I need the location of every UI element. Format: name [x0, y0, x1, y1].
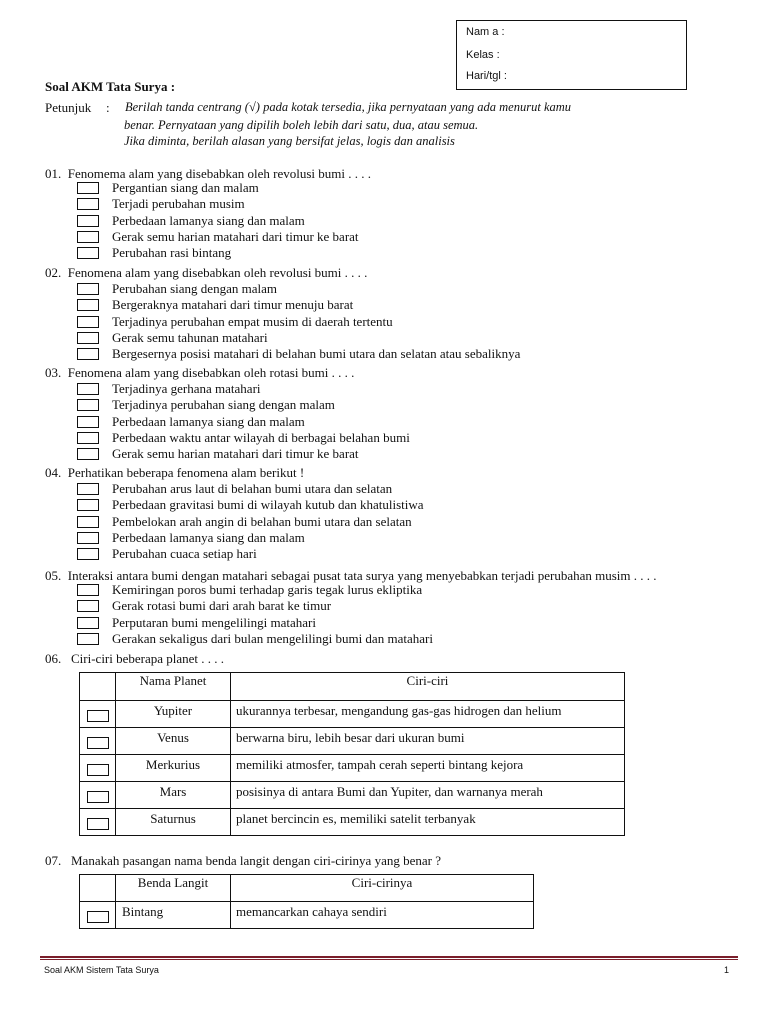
instructions-label: Petunjuk: [45, 100, 92, 115]
answer-checkbox[interactable]: [87, 791, 109, 803]
question-4: [45, 465, 304, 481]
question-text: Fenomena alam yang disebabkan oleh revolusi bumi . . . .: [67, 265, 368, 280]
table-header-object: Benda Langit: [116, 875, 231, 902]
table-row: [80, 902, 534, 929]
answer-checkbox[interactable]: [77, 416, 99, 428]
table-cell-checkbox: [80, 755, 116, 782]
question-3: [45, 365, 354, 381]
answer-option-label: Perbedaan lamanya siang dan malam: [112, 212, 305, 228]
answer-option-label: Gerakan sekaligus dari bulan mengelilingi bumi dan matahari: [112, 630, 433, 646]
answer-checkbox[interactable]: [77, 600, 99, 612]
question-number: 01.: [45, 166, 62, 181]
question-7: [45, 853, 441, 869]
table-cell-checkbox: [80, 701, 116, 728]
table-header-planet: Nama Planet: [116, 673, 231, 701]
answer-option-label: Perbedaan gravitasi bumi di wilayah kutub dan khatulistiwa: [112, 497, 424, 513]
table-row: [80, 755, 625, 782]
answer-checkbox[interactable]: [77, 215, 99, 227]
question-text: Interaksi antara bumi dengan matahari sebagai pusat tata surya yang menyebabkan terjadi perubahan musim . . . .: [67, 568, 657, 583]
table-cell-description: memancarkan cahaya sendiri: [231, 902, 534, 929]
answer-checkbox[interactable]: [77, 198, 99, 210]
question-number: 05.: [45, 568, 62, 583]
table-cell-name: Yupiter: [116, 701, 231, 728]
answer-checkbox[interactable]: [77, 448, 99, 460]
instructions-line-1: Berilah tanda centrang (√) pada kotak tersedia, jika pernyataan yang ada menurut kamu: [125, 100, 572, 114]
answer-option-label: Perputaran bumi mengelilingi matahari: [112, 614, 316, 630]
answer-checkbox[interactable]: [77, 247, 99, 259]
answer-checkbox[interactable]: [77, 584, 99, 596]
table-header-row: [80, 673, 625, 701]
answer-checkbox[interactable]: [77, 283, 99, 295]
question-number: 07.: [45, 853, 62, 868]
answer-option-label: Terjadinya gerhana matahari: [112, 381, 261, 396]
date-field-label: Hari/tgl :: [466, 70, 507, 82]
question-text: Fenomena alam yang disebabkan oleh rotasi bumi . . . .: [67, 365, 355, 380]
answer-checkbox[interactable]: [77, 383, 99, 395]
table-cell-name: Mars: [116, 782, 231, 809]
name-field-label: Nam a :: [466, 26, 505, 38]
answer-option-label: Perbedaan lamanya siang dan malam: [112, 413, 305, 429]
footer-rule: [40, 956, 738, 958]
question-text: Fenomema alam yang disebabkan oleh revolusi bumi . . . .: [67, 166, 372, 181]
answer-checkbox[interactable]: [87, 911, 109, 923]
answer-option-label: Bergesernya posisi matahari di belahan bumi utara dan selatan atau sebaliknya: [112, 346, 521, 362]
question-number: 06.: [45, 651, 62, 666]
answer-checkbox[interactable]: [77, 348, 99, 360]
question-text: Ciri-ciri beberapa planet . . . .: [71, 651, 225, 666]
answer-option-label: Perbedaan waktu antar wilayah di berbagai belahan bumi: [112, 429, 410, 445]
instructions-line-3: Jika diminta, berilah alasan yang bersifat jelas, logis dan analisis: [124, 134, 455, 148]
answer-option-label: Perubahan rasi bintang: [112, 245, 232, 261]
answer-checkbox[interactable]: [77, 231, 99, 243]
table-cell-checkbox: [80, 902, 116, 929]
page-title: Soal AKM Tata Surya :: [45, 79, 176, 94]
table-row: [80, 701, 625, 728]
question-6: [45, 651, 224, 667]
question-2: [45, 265, 367, 281]
table-cell-description: memiliki atmosfer, tampah cerah seperti bintang kejora: [231, 755, 625, 782]
answer-option-label: Pergantian siang dan malam: [112, 180, 259, 195]
question-number: 04.: [45, 465, 62, 480]
table-cell-checkbox: [80, 728, 116, 755]
answer-checkbox[interactable]: [87, 818, 109, 830]
question-number: 03.: [45, 365, 62, 380]
instructions-colon: :: [106, 100, 110, 115]
answer-option-label: Gerak semu harian matahari dari timur ke barat: [112, 228, 359, 244]
answer-checkbox[interactable]: [77, 432, 99, 444]
answer-option-label: Terjadi perubahan musim: [112, 196, 245, 212]
page-number: 1: [724, 965, 730, 975]
answer-option-label: Perubahan siang dengan malam: [112, 281, 277, 296]
answer-option-label: Gerak semu tahunan matahari: [112, 329, 268, 345]
table-cell-checkbox: [80, 782, 116, 809]
question-number: 02.: [45, 265, 62, 280]
answer-option-label: Perubahan arus laut di belahan bumi utara dan selatan: [112, 481, 393, 496]
answer-option-label: Perbedaan lamanya siang dan malam: [112, 529, 305, 545]
answer-checkbox[interactable]: [77, 617, 99, 629]
table-cell-description: posisinya di antara Bumi dan Yupiter, dan warnanya merah: [231, 782, 625, 809]
table-header-characteristics: Ciri-cirinya: [231, 875, 534, 902]
table-cell-description: planet bercincin es, memiliki satelit terbanyak: [231, 809, 625, 836]
answer-option-label: Perubahan cuaca setiap hari: [112, 546, 257, 562]
answer-checkbox[interactable]: [77, 633, 99, 645]
identity-box: [456, 20, 687, 90]
table-row: [80, 782, 625, 809]
table-header-characteristics: Ciri-ciri: [231, 673, 625, 701]
answer-option-label: Gerak semu harian matahari dari timur ke barat: [112, 446, 359, 462]
footer-rule-thin: [40, 959, 738, 960]
answer-option-label: Pembelokan arah angin di belahan bumi utara dan selatan: [112, 513, 412, 529]
answer-option-label: Kemiringan poros bumi terhadap garis tegak lurus ekliptika: [112, 582, 423, 597]
answer-checkbox[interactable]: [87, 764, 109, 776]
answer-option-label: Terjadinya perubahan empat musim di daerah tertentu: [112, 313, 393, 329]
question-text: Perhatikan beberapa fenomena alam berikut !: [67, 465, 305, 480]
answer-option-label: Bergeraknya matahari dari timur menuju barat: [112, 297, 354, 313]
table-header-row: [80, 875, 534, 902]
answer-checkbox[interactable]: [77, 299, 99, 311]
table-cell-name: Saturnus: [116, 809, 231, 836]
answer-checkbox[interactable]: [77, 182, 99, 194]
answer-checkbox[interactable]: [77, 399, 99, 411]
answer-option-label: Gerak rotasi bumi dari arah barat ke timur: [112, 598, 332, 614]
instructions-line-2: benar. Pernyataan yang dipilih boleh lebih dari satu, dua, atau semua.: [124, 118, 479, 132]
answer-checkbox[interactable]: [77, 483, 99, 495]
table-cell-checkbox: [80, 809, 116, 836]
question-text: Manakah pasangan nama benda langit dengan ciri-cirinya yang benar ?: [71, 853, 441, 868]
class-field-label: Kelas :: [466, 49, 500, 61]
answer-option-label: Terjadinya perubahan siang dengan malam: [112, 397, 335, 413]
table-cell-name: Bintang: [116, 902, 231, 929]
table-row: [80, 809, 625, 836]
answer-checkbox[interactable]: [77, 332, 99, 344]
answer-checkbox[interactable]: [77, 316, 99, 328]
table-row: [80, 728, 625, 755]
table-header-blank: [80, 875, 116, 902]
answer-checkbox[interactable]: [77, 532, 99, 544]
celestial-table: [79, 874, 534, 929]
answer-checkbox[interactable]: [87, 710, 109, 722]
footer-title: Soal AKM Sistem Tata Surya: [44, 965, 159, 975]
answer-checkbox[interactable]: [87, 737, 109, 749]
table-cell-description: berwarna biru, lebih besar dari ukuran bumi: [231, 728, 625, 755]
answer-checkbox[interactable]: [77, 548, 99, 560]
table-cell-name: Merkurius: [116, 755, 231, 782]
answer-checkbox[interactable]: [77, 499, 99, 511]
table-cell-description: ukurannya terbesar, mengandung gas-gas hidrogen dan helium: [231, 701, 625, 728]
planet-table: [79, 672, 625, 836]
table-cell-name: Venus: [116, 728, 231, 755]
answer-checkbox[interactable]: [77, 516, 99, 528]
table-header-blank: [80, 673, 116, 701]
